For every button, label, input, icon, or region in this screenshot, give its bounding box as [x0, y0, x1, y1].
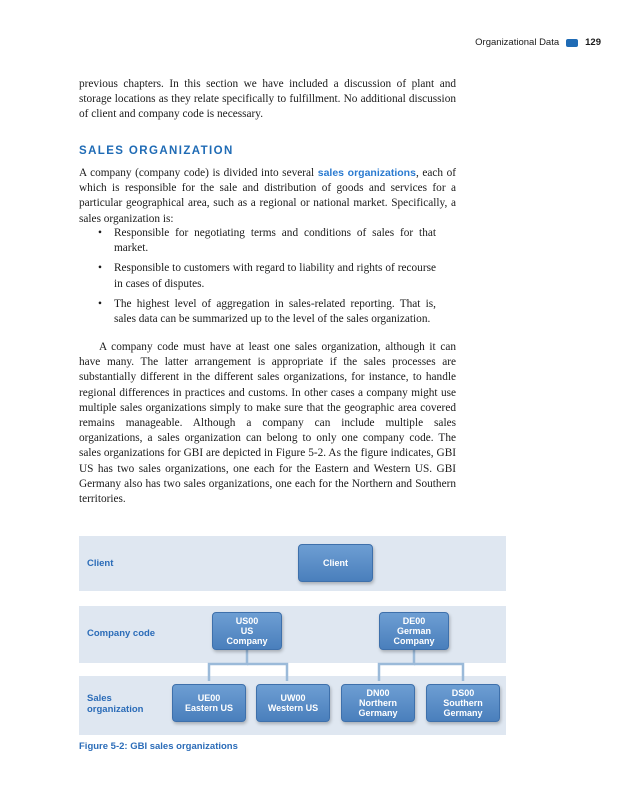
- node-name: Company: [393, 636, 435, 646]
- running-header: [475, 37, 601, 48]
- definition-text-end: , each of which is responsible for the sale and distribution of goods and services for a particular geographical area, such as a regional or national market. Specifically, a sales organization is:: [79, 167, 456, 225]
- node-sales-org-ds00: [426, 684, 500, 722]
- node-name: Northern: [359, 698, 397, 708]
- page-number: 129: [585, 37, 601, 48]
- node-label: Client: [322, 558, 348, 568]
- definition-text-start: A company (company code) is divided into several: [79, 167, 318, 179]
- node-code: UE00: [197, 693, 221, 703]
- node-sales-org-ue00: [172, 684, 246, 722]
- node-name: German: [396, 626, 431, 636]
- level-label-sales-organization: Sales organization: [87, 693, 144, 715]
- node-sales-org-uw00: [256, 684, 330, 722]
- node-sales-org-dn00: [341, 684, 415, 722]
- list-item: • Responsible to customers with regard to liability and rights of recourse in cases of disputes.: [92, 261, 436, 291]
- node-code: DE00: [402, 616, 426, 626]
- header-section-title: Organizational Data: [475, 37, 560, 48]
- node-code: DS00: [451, 688, 475, 698]
- figure-caption: Figure 5-2: GBI sales organizations: [79, 741, 238, 752]
- list-item: • The highest level of aggregation in sales-related reporting. That is, sales data can be summarized up to the level of the sales organization.: [92, 297, 436, 327]
- key-term-sales-organizations: sales organizations: [317, 167, 416, 179]
- sales-org-definition-paragraph: [79, 166, 456, 227]
- org-structure-figure: [79, 536, 506, 736]
- node-code: US00: [235, 616, 259, 626]
- responsibilities-list: [92, 226, 436, 332]
- node-code: UW00: [280, 693, 306, 703]
- level-label-client: Client: [87, 558, 114, 569]
- node-company-de00: [379, 612, 449, 650]
- node-name: Southern: [443, 698, 483, 708]
- connector-us00-uw00: [247, 664, 287, 681]
- list-item: • Responsible for negotiating terms and conditions of sales for that market.: [92, 226, 436, 256]
- company-code-paragraph: A company code must have at least one sales organization, although it can have many. The latter arrangement is appropriate if the sales processes are substantially different in the different sales organizations, for instance, to handle regional differences in practices and customs. In other cases a company might use multiple sales organizations simply to make sure that the geographic area covered remains manageable. Although a company can include multiple sales organizations, a sales organization can belong to only one company code. The sales organizations for GBI are depicted in Figure 5-2. As the figure indicates, GBI US has two sales organizations, one each for the Eastern and Western US. GBI Germany also has two sales organizations, one each for the Northern and Southern territories.: [79, 341, 456, 506]
- node-name: Company: [226, 636, 268, 646]
- intro-paragraph: previous chapters. In this section we have included a discussion of plant and storage locations as they relate specifically to fulfillment. No additional discussion of client and company code is necessary.: [79, 78, 456, 121]
- node-client: [298, 544, 373, 582]
- node-name: Western US: [267, 703, 319, 713]
- connector-de00-ds00: [414, 664, 463, 681]
- node-name: Eastern US: [184, 703, 234, 713]
- node-name: Germany: [443, 708, 483, 718]
- node-name: US: [240, 626, 254, 636]
- node-name: Germany: [358, 708, 398, 718]
- node-code: DN00: [366, 688, 390, 698]
- section-heading: SALES ORGANIZATION: [79, 145, 234, 157]
- header-marker-icon: [566, 39, 578, 47]
- node-company-us00: [212, 612, 282, 650]
- level-label-company-code: Company code: [87, 628, 156, 639]
